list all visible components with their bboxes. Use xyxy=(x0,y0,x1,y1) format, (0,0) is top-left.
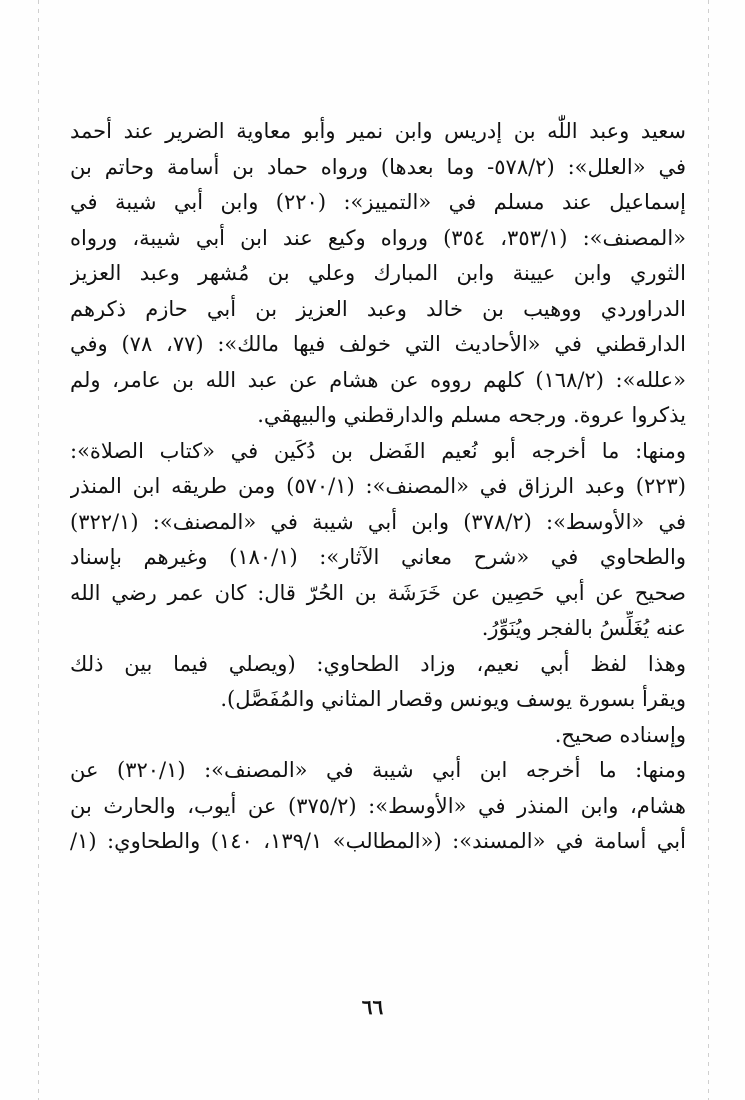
text-line: سعيد وعبد اللّٰه بن إدريس وابن نمير وأبو معاوية الضرير عند أحمد xyxy=(70,119,686,143)
text-line: (٢٢٣) وعبد الرزاق في «المصنف»: (٥٧٠/١) ومن طريقه ابن المنذر xyxy=(70,474,686,498)
text-line: «علله»: (١٦٨/٢) كلهم رووه عن هشام عن عبد الله بن عامر، ولم xyxy=(70,367,686,392)
text-line: «المصنف»: (٣٥٣/١، ٣٥٤) ورواه وكيع عند ابن أبي شيبة، ورواه xyxy=(70,225,686,250)
scan-edge-right xyxy=(708,0,709,1100)
text-line: عنه يُغَلِّسُ بالفجر ويُنَوِّرُ. xyxy=(481,616,686,640)
text-line: وهذا لفظ أبي نعيم، وزاد الطحاوي: (ويصلي فيما بين ذلك xyxy=(70,651,686,676)
text-line: أبي أسامة في «المسند»: («المطالب» ١٣٩/١، ١٤٠) والطحاوي: (١/ xyxy=(70,829,686,853)
text-line: في «العلل»: (٥٧٨/٢- وما بعدها) ورواه حماد بن أسامة وحاتم بن xyxy=(70,154,686,179)
text-line: الدراوردي ووهيب بن خالد وعبد العزيز بن أبي حازم ذكرهم xyxy=(70,296,686,321)
text-line: والطحاوي في «شرح معاني الآثار»: (١٨٠/١) وغيرهم بإسناد xyxy=(70,545,686,569)
text-line: ويقرأ بسورة يوسف ويونس وقصار المثاني والمُفَصَّل). xyxy=(220,687,686,711)
page-number: ٦٦ xyxy=(361,995,384,1019)
body-text xyxy=(70,114,686,860)
text-line: ومنها: ما أخرجه ابن أبي شيبة في «المصنف»: (٣٢٠/١) عن xyxy=(70,758,686,782)
text-line: في «الأوسط»: (٣٧٨/٢) وابن أبي شيبة في «المصنف»: (٣٢٢/١) xyxy=(70,509,686,534)
scan-edge-left xyxy=(38,0,39,1100)
text-line: إسماعيل عند مسلم في «التمييز»: (٢٢٠) وابن أبي شيبة في xyxy=(70,190,686,214)
text-line: يذكروا عروة. ورجحه مسلم والدارقطني والبيهقي. xyxy=(257,403,686,427)
text-line: الدارقطني في «الأحاديث التي خولف فيها مالك»: (٧٧، ٧٨) وفي xyxy=(70,332,686,356)
text-line: هشام، وابن المنذر في «الأوسط»: (٣٧٥/٢) عن أيوب، والحارث بن xyxy=(70,793,686,818)
text-line: الثوري وابن عيينة وابن المبارك وعلي بن مُشهر وعبد العزيز xyxy=(70,261,686,285)
text-line: وإسناده صحيح. xyxy=(554,722,686,747)
text-line: صحيح عن أبي حَصِين عن خَرَشَة بن الحُرّ قال: كان عمر رضي الله xyxy=(70,580,686,605)
text-line: ومنها: ما أخرجه أبو نُعيم الفَضل بن دُكَين في «كتاب الصلاة»: xyxy=(70,438,686,463)
